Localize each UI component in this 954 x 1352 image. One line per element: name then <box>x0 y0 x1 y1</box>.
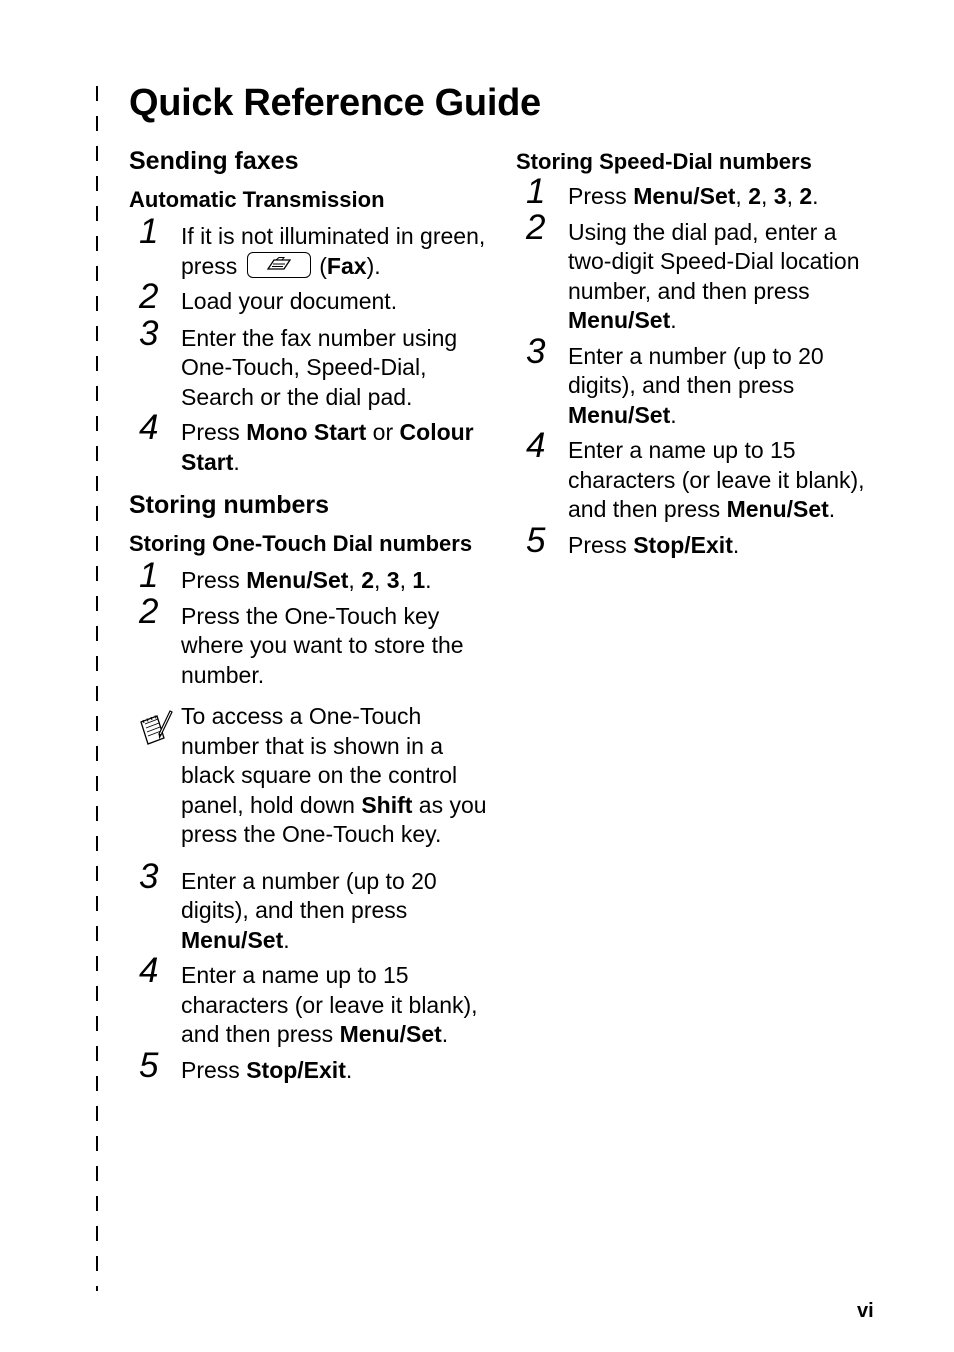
speed-dial-steps <box>516 172 876 560</box>
subheading-automatic-transmission: Automatic Transmission <box>129 187 385 212</box>
note-text: To access a One-Touch number that is shown in a black square on the control panel, hold down <box>181 703 458 818</box>
step-text: Press <box>568 531 634 558</box>
step-text: . <box>670 307 677 333</box>
step-text: . <box>425 567 432 593</box>
step-bold: 3 <box>386 567 400 593</box>
step-text: , <box>761 183 774 209</box>
step-number: 4 <box>526 426 546 465</box>
step-text: Press <box>181 567 247 593</box>
step-text: If it is not illuminated in green, press <box>181 223 486 279</box>
step-text: or <box>366 419 400 445</box>
step-bold: 2 <box>799 183 813 209</box>
sending-step-4 <box>129 408 499 477</box>
step-bold: 1 <box>412 567 426 593</box>
step-text: . <box>233 448 240 475</box>
step-text: Press <box>181 419 247 445</box>
step-bold: Menu/Set <box>726 496 829 522</box>
step-number: 2 <box>526 207 546 247</box>
step-number: 3 <box>526 331 546 371</box>
one-touch-step-3 <box>129 856 499 956</box>
step-text: . <box>732 531 740 558</box>
step-bold: Menu/Set <box>339 1021 442 1047</box>
step-number: 4 <box>139 408 159 447</box>
step-number: 2 <box>139 277 159 316</box>
note-text: as you press the One-Touch key. <box>181 791 487 847</box>
page-title: Quick Reference Guide <box>129 82 541 124</box>
step-bold: Mono Start <box>246 419 367 445</box>
step-text: , <box>399 567 413 593</box>
one-touch-step-5 <box>129 1045 499 1086</box>
speed-dial-step-2 <box>516 207 876 336</box>
one-touch-step-1 <box>129 556 499 596</box>
step-number: 2 <box>139 591 159 631</box>
step-bold: Colour Start <box>181 419 474 475</box>
step-text: Enter a name up to 15 characters (or leave it blank), and then press <box>568 437 865 522</box>
one-touch-steps <box>129 556 499 1085</box>
sending-steps <box>129 212 499 477</box>
step-number: 1 <box>139 212 159 251</box>
step-bold: Menu/Set <box>181 926 284 953</box>
step-number: 5 <box>526 520 546 560</box>
note-pad-icon <box>137 708 173 756</box>
step-bold: Stop/Exit <box>633 531 733 558</box>
sending-step-1 <box>129 212 499 281</box>
speed-dial-step-1 <box>516 172 876 212</box>
step-number: 3 <box>139 856 159 896</box>
step-text: Enter a number (up to 20 digits), and then press <box>181 867 437 923</box>
step-text: . <box>441 1021 449 1047</box>
note-bold: Shift <box>361 791 413 818</box>
cut-line <box>96 86 98 1291</box>
step-bold: Menu/Set <box>246 567 349 593</box>
step-bold: Menu/Set <box>568 401 671 428</box>
step-bold: 2 <box>748 183 761 209</box>
page-number: vi <box>857 1300 874 1322</box>
step-number: 5 <box>139 1045 159 1085</box>
speed-dial-step-4 <box>516 426 876 525</box>
fax-key-icon <box>247 252 311 278</box>
step-text: , <box>374 567 387 593</box>
section-heading-sending: Sending faxes <box>129 147 299 175</box>
right-column <box>516 147 876 560</box>
step-bold: Menu/Set <box>633 183 736 209</box>
step-text: . <box>670 401 677 428</box>
step-text: . <box>828 496 836 522</box>
sending-step-2 <box>129 277 499 317</box>
step-number: 1 <box>526 172 546 211</box>
one-touch-step-4 <box>129 951 499 1050</box>
step-text: , <box>786 183 800 209</box>
step-bold: Menu/Set <box>568 307 671 333</box>
step-number: 1 <box>139 556 159 595</box>
step-text: . <box>812 183 819 209</box>
step-text: Enter a number (up to 20 digits), and then press <box>568 342 824 398</box>
step-text: Press <box>568 183 634 209</box>
step-text: Press the One-Touch key where you want to store the number. <box>181 602 464 688</box>
step-text: , <box>348 567 362 593</box>
step-text: . <box>283 926 290 953</box>
speed-dial-step-5 <box>516 520 876 561</box>
step-text: ( <box>319 252 327 279</box>
subheading-one-touch: Storing One-Touch Dial numbers <box>129 531 473 556</box>
step-text: Load your document. <box>181 288 398 314</box>
step-number: 3 <box>139 313 159 353</box>
step-bold: 2 <box>361 567 374 593</box>
sending-step-3 <box>129 313 499 413</box>
left-column <box>129 145 499 1085</box>
step-text: . <box>345 1056 353 1083</box>
step-bold: Fax <box>326 252 367 279</box>
one-touch-note <box>129 702 499 850</box>
step-text: Enter a name up to 15 characters (or leave it blank), and then press <box>181 962 478 1047</box>
step-text: Using the dial pad, enter a two-digit Speed-Dial location number, and then press <box>568 218 860 304</box>
speed-dial-step-3 <box>516 331 876 431</box>
one-touch-step-2 <box>129 591 499 691</box>
step-text: Enter the fax number using One-Touch, Speed-Dial, Search or the dial pad. <box>181 324 458 410</box>
step-bold: 3 <box>773 183 787 209</box>
step-text: ). <box>366 252 381 279</box>
step-text: Press <box>181 1056 247 1083</box>
step-number: 4 <box>139 951 159 990</box>
subheading-speed-dial: Storing Speed-Dial numbers <box>516 149 812 174</box>
step-bold: Stop/Exit <box>246 1056 346 1083</box>
step-text: , <box>735 183 749 209</box>
section-heading-storing: Storing numbers <box>129 491 330 519</box>
